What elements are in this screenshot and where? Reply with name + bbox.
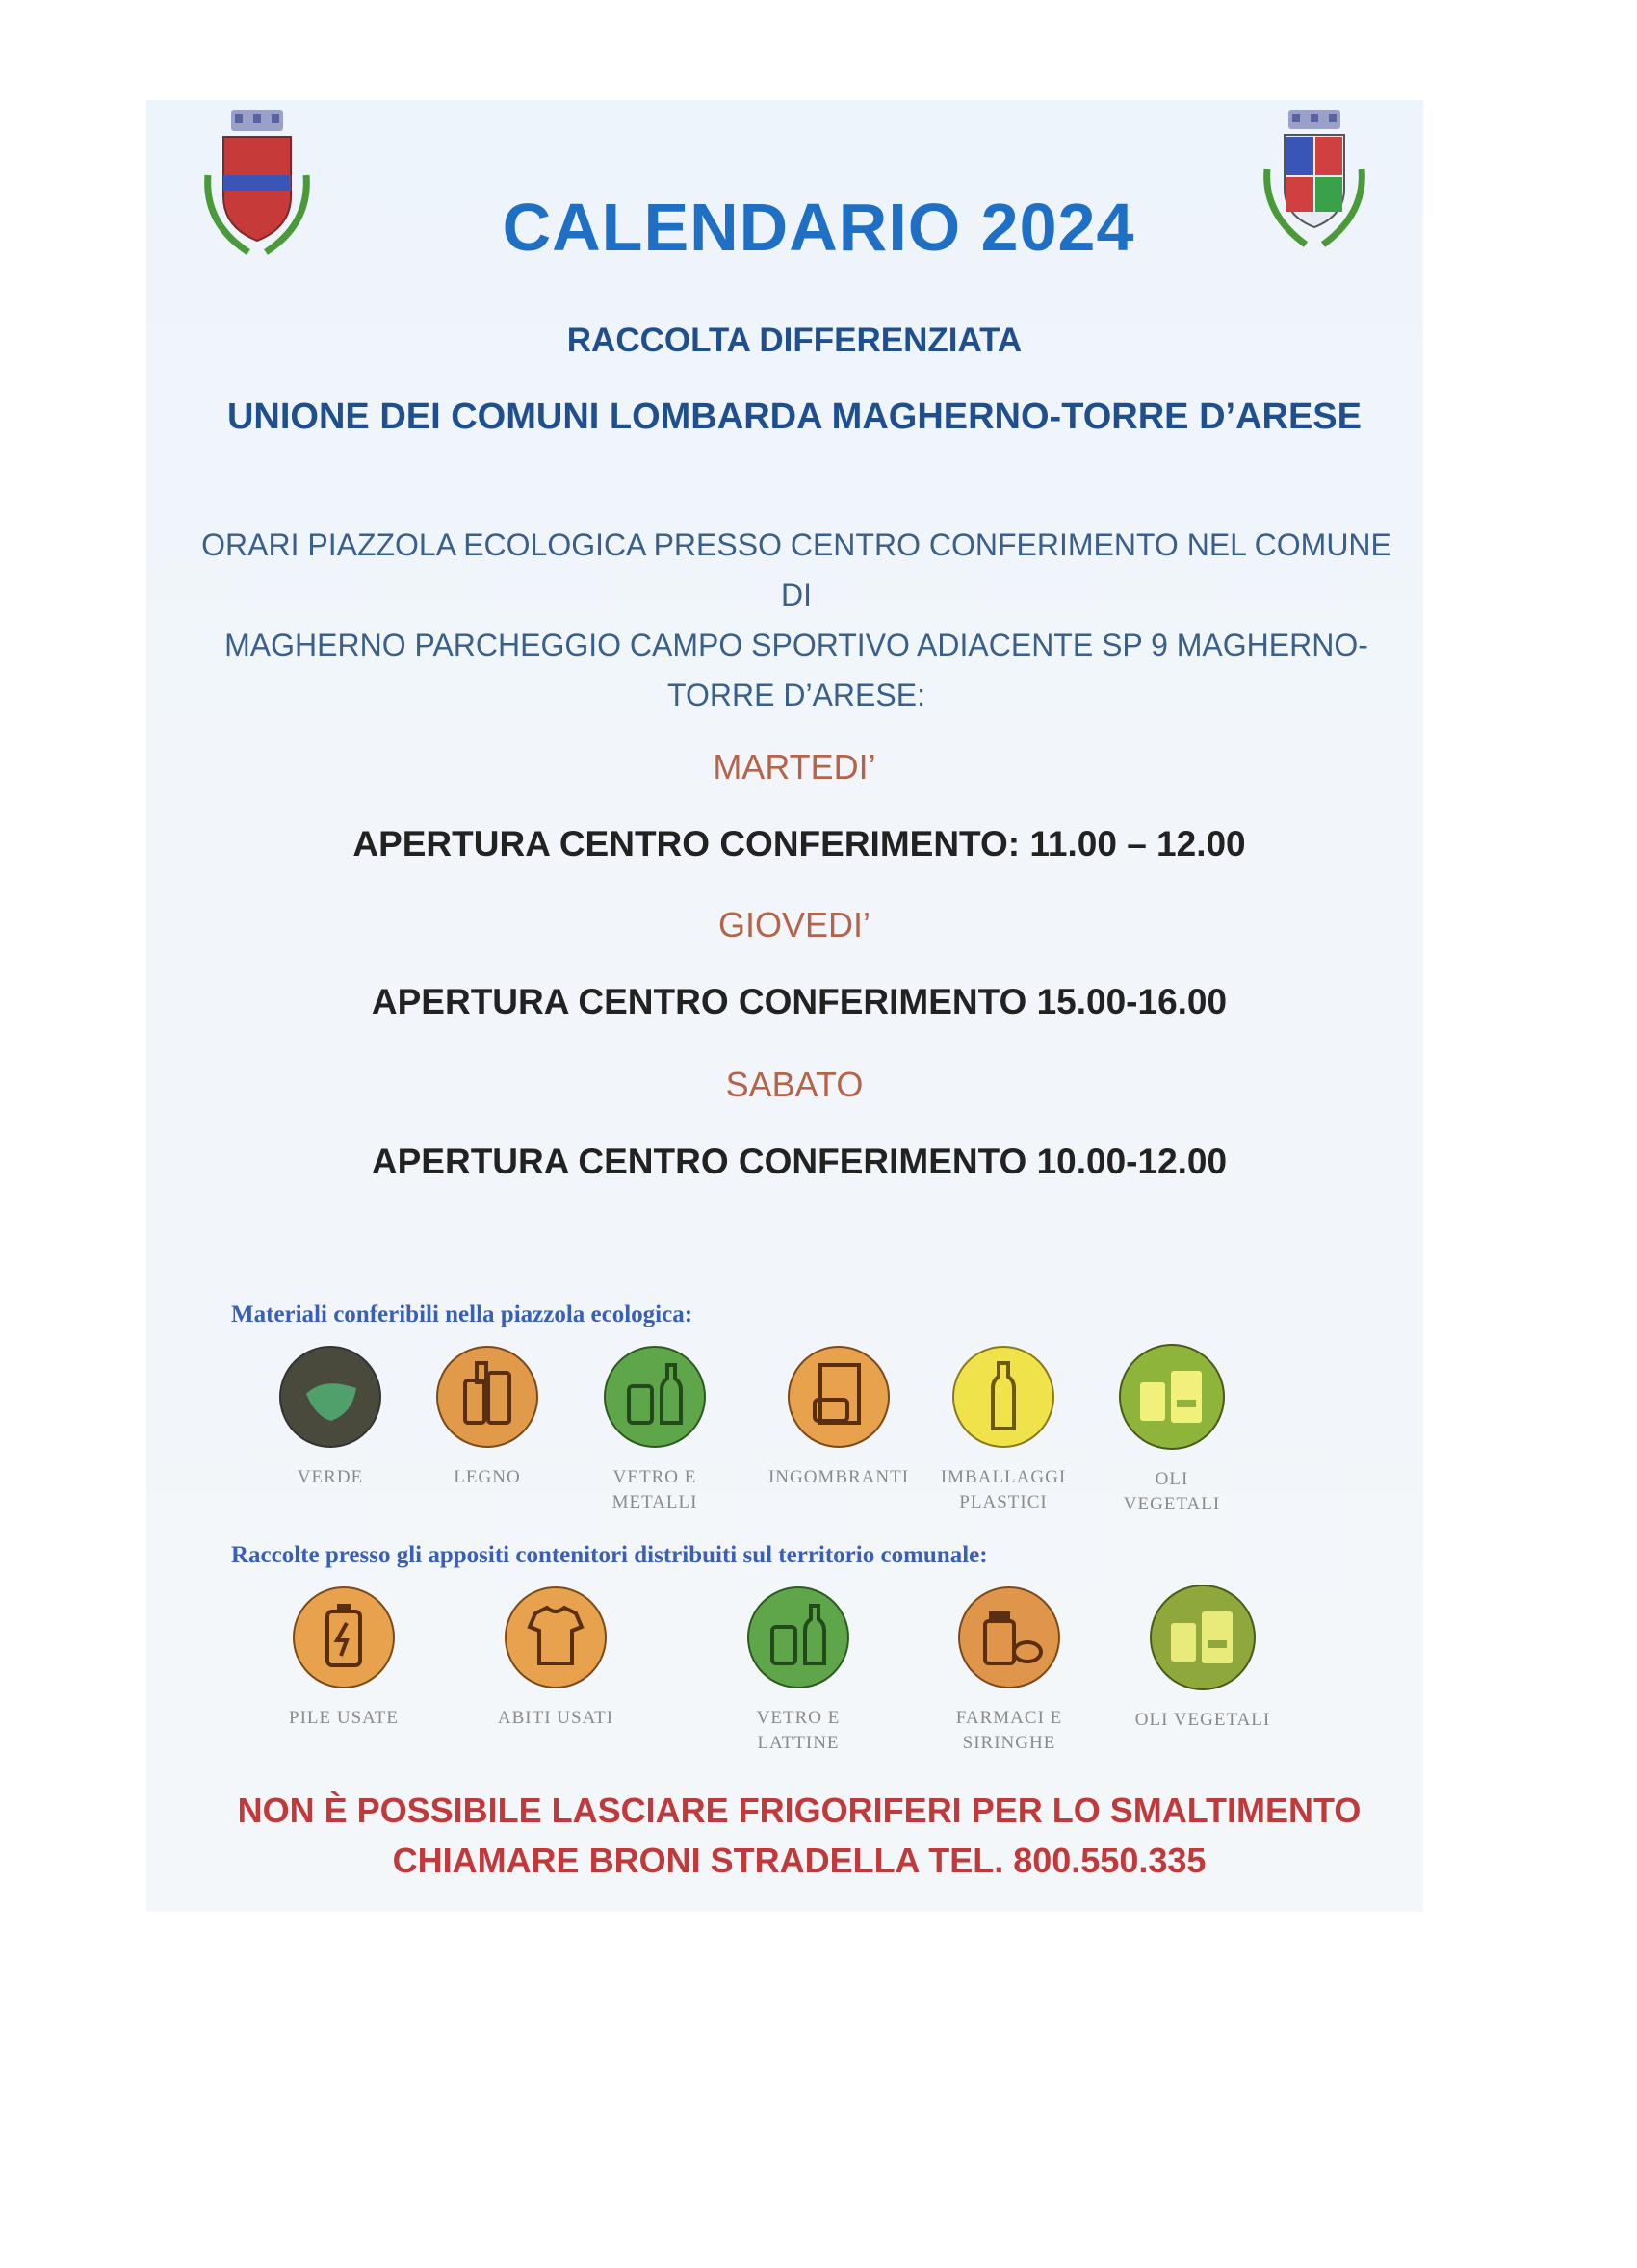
page-subtitle: RACCOLTA DIFFERENZIATA bbox=[566, 322, 1023, 359]
materials-section-label: Materiali conferibili nella piazzola ecologica: bbox=[231, 1302, 693, 1327]
leaf-icon bbox=[277, 1344, 383, 1450]
container-label: OLI VEGETALI bbox=[1134, 1710, 1271, 1730]
battery-icon bbox=[291, 1585, 397, 1690]
container-item-oli-vegetali bbox=[1102, 1583, 1304, 1733]
warning-contact-phone: CHIAMARE BRONI STRADELLA TEL. 800.550.335 bbox=[392, 1841, 1207, 1880]
schedule-day-tuesday: MARTEDI’ bbox=[713, 747, 876, 786]
material-label: VERDE bbox=[297, 1467, 364, 1487]
hours-intro-line: TORRE D’ARESE: bbox=[667, 678, 925, 712]
container-label: SIRINGHE bbox=[962, 1733, 1056, 1753]
container-item-abiti-usati bbox=[455, 1585, 657, 1731]
oil-icon bbox=[1148, 1583, 1258, 1692]
container-label: VETRO E bbox=[756, 1708, 841, 1728]
wood-icon bbox=[434, 1344, 540, 1450]
material-label: INGOMBRANTI bbox=[767, 1467, 910, 1487]
hours-intro-line: ORARI PIAZZOLA ECOLOGICA PRESSO CENTRO CONFERIMENTO NEL COMUNE DI bbox=[201, 528, 1391, 612]
container-item-vetro-lattine bbox=[697, 1585, 899, 1756]
material-label: VETRO E bbox=[612, 1467, 697, 1487]
material-label: PLASTICI bbox=[959, 1492, 1048, 1512]
warning-fridges: NON È POSSIBILE LASCIARE FRIGORIFERI PER LO SMALTIMENTO bbox=[237, 1791, 1362, 1830]
container-label: FARMACI E bbox=[955, 1708, 1063, 1728]
oil-icon bbox=[1117, 1342, 1227, 1452]
material-label: LEGNO bbox=[454, 1467, 521, 1487]
schedule-day-thursday: GIOVEDI’ bbox=[717, 905, 871, 944]
material-item-vetro-metalli bbox=[554, 1344, 756, 1515]
union-name: UNIONE DEI COMUNI LOMBARDA MAGHERNO-TORRE D’ARESE bbox=[226, 397, 1363, 437]
material-label: METALLI bbox=[611, 1492, 698, 1512]
material-item-oli-vegetali bbox=[1071, 1342, 1273, 1517]
container-item-farmaci-siringhe bbox=[908, 1585, 1110, 1756]
container-label: LATTINE bbox=[757, 1733, 840, 1753]
container-item-pile-usate bbox=[243, 1585, 445, 1731]
schedule-opening-saturday: APERTURA CENTRO CONFERIMENTO 10.00-12.00 bbox=[371, 1142, 1228, 1181]
schedule-opening-thursday: APERTURA CENTRO CONFERIMENTO 15.00-16.00 bbox=[371, 982, 1228, 1021]
material-label: OLI bbox=[1155, 1469, 1189, 1489]
material-label: VEGETALI bbox=[1123, 1494, 1221, 1514]
page-title: CALENDARIO 2024 bbox=[502, 190, 1135, 265]
container-label: ABITI USATI bbox=[497, 1708, 614, 1728]
clothes-icon bbox=[503, 1585, 609, 1690]
material-label: IMBALLAGGI bbox=[940, 1467, 1067, 1487]
plastic-bottle-icon bbox=[950, 1344, 1056, 1450]
furniture-icon bbox=[786, 1344, 892, 1450]
hours-intro bbox=[189, 520, 1404, 720]
glass-metal-icon bbox=[602, 1344, 708, 1450]
glass-can-icon bbox=[745, 1585, 851, 1690]
hours-intro-line: MAGHERNO PARCHEGGIO CAMPO SPORTIVO ADIACENTE SP 9 MAGHERNO- bbox=[224, 628, 1368, 662]
medicine-icon bbox=[956, 1585, 1062, 1690]
schedule-opening-tuesday: APERTURA CENTRO CONFERIMENTO: 11.00 – 12.00 bbox=[352, 824, 1246, 863]
containers-section-label: Raccolte presso gli appositi contenitori distribuiti sul territorio comunale: bbox=[231, 1542, 988, 1568]
container-label: PILE USATE bbox=[289, 1708, 399, 1728]
schedule-day-saturday: SABATO bbox=[725, 1065, 864, 1104]
